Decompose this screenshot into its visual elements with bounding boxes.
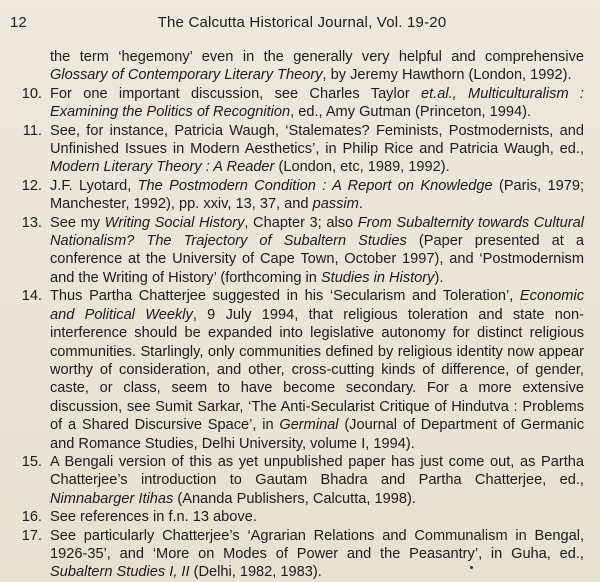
footnote-number: 13. bbox=[21, 214, 42, 231]
running-head: The Calcutta Historical Journal, Vol. 19-20 bbox=[157, 14, 447, 31]
print-speck bbox=[470, 566, 473, 569]
footnote-number: 14. bbox=[21, 288, 42, 305]
footnote-text: See, for instance, Patricia Waugh, ‘Stalemates? Feminists, Postmodernists, and Unfinished Issues in Modern Aesthetics’, in Philip Rice and Patricia Waugh, ed., Modern Literary Theory : A Reader (London, etc, 1989, 1992). bbox=[50, 122, 584, 176]
page-number: 12 bbox=[10, 14, 27, 31]
footnote-13 bbox=[10, 214, 584, 288]
footnote-number: 11. bbox=[22, 122, 42, 139]
footnotes bbox=[10, 48, 584, 582]
footnote-text: For one important discussion, see Charles Taylor et.al., Multiculturalism : Examining the Politics of Recognition, ed., Amy Gutman (Princeton, 1994). bbox=[50, 85, 584, 121]
footnote-text: A Bengali version of this as yet unpublished paper has just come out, as Partha Chatterjee’s introduction to Gautam Bhadra and Partha Chatterjee, ed., Nimnabarger Itihas (Ananda Publishers, Calcutta, 1998). bbox=[50, 453, 584, 507]
footnote-number: 17. bbox=[21, 527, 42, 544]
footnote-text: See particularly Chatterjee’s ‘Agrarian Relations and Communalism in Bengal, 1926-35’, and ‘More on Modes of Power and the Peasantry’, in Guha, ed., Subaltern Studies I, II (Delhi, 1982, 1983). bbox=[50, 527, 584, 581]
footnote-text: the term ‘hegemony’ even in the generally very helpful and comprehensive Glossary of Contemporary Literary Theory, by Jeremy Hawthorn (London, 1992). bbox=[50, 49, 584, 84]
footnote-11 bbox=[10, 122, 584, 177]
footnote-number: 12. bbox=[21, 177, 42, 194]
footnote-text: See my Writing Social History, Chapter 3; also From Subalternity towards Cultural Nationalism? The Trajectory of Subaltern Studies (Paper presented at a conference at the University of Cape Town, October 1997), and ‘Postmodernism and the Writing of History’ (forthcoming in Studies in History). bbox=[50, 214, 584, 286]
footnote-text: Thus Partha Chatterjee suggested in his ‘Secularism and Toleration’, Economic and Political Weekly, 9 July 1994, that religious toleration and state non-interference should be expanded into legislative autonomy for distinct religious communities. Starlingly, only communities defined by religious identity now appear worthy of consideration, and other, cross-cutting kinds of difference, of gender, caste, or class, seem to have become secondary. For a more extensive discussion, see Sumit Sarkar, ‘The Anti-Secularist Critique of Hindutva : Problems of a Shared Discursive Space’, in Germinal (Journal of Department of Germanic and Romance Studies, Delhi University, volume I, 1994). bbox=[50, 288, 585, 452]
footnote-10 bbox=[10, 85, 584, 122]
footnote-17 bbox=[10, 527, 584, 582]
footnote-16 bbox=[10, 508, 584, 526]
footnote-number: 10. bbox=[21, 85, 42, 102]
page-header bbox=[10, 14, 584, 36]
footnote-12 bbox=[10, 177, 584, 214]
footnote-15 bbox=[10, 453, 584, 508]
footnote-text: J.F. Lyotard, The Postmodern Condition : A Report on Knowledge (Paris, 1979; Manchester, 1992), pp. xxiv, 13, 37, and passim. bbox=[50, 177, 584, 213]
footnote-number: 15. bbox=[21, 453, 42, 470]
footnote-9-continued bbox=[10, 48, 584, 85]
footnote-text: See references in f.n. 13 above. bbox=[50, 509, 257, 526]
footnote-14 bbox=[10, 287, 584, 453]
footnote-number: 16. bbox=[21, 509, 42, 526]
